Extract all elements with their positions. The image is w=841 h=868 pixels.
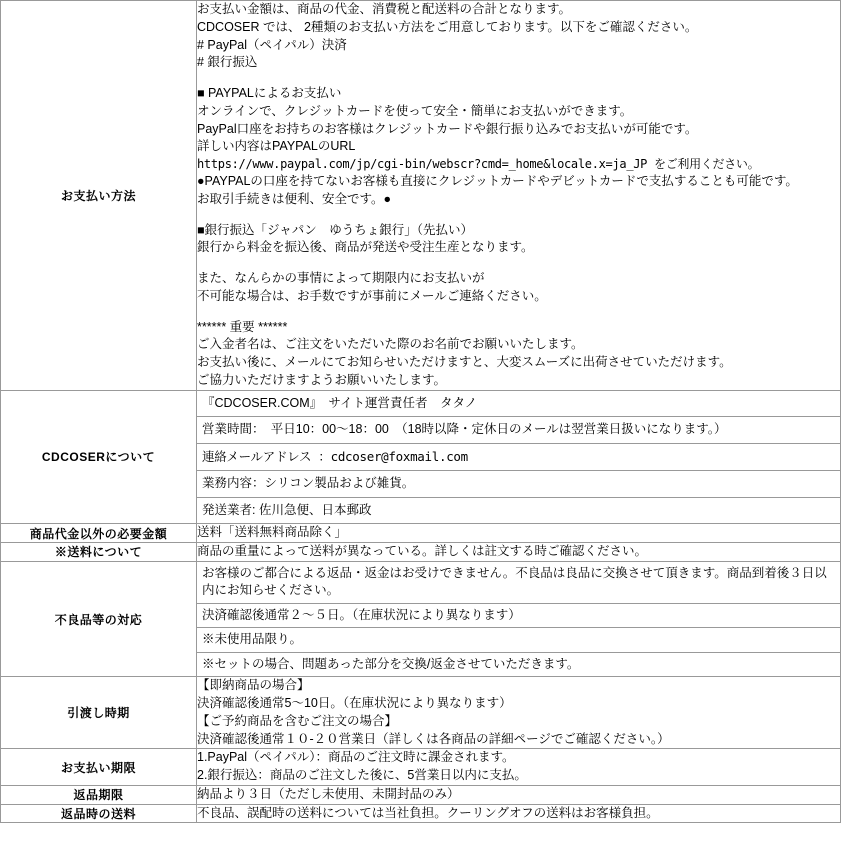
table-row-about-cdcoser	[1, 390, 841, 524]
payment-line: ■銀行振込「ジャパン ゆうちょ銀行」（先払い）	[197, 222, 474, 237]
spacer	[197, 72, 840, 85]
table-row-payment-method	[1, 1, 841, 391]
spacer	[197, 257, 840, 270]
delivery-line: 【即納商品の場合】	[197, 678, 310, 693]
row-label-about-cdcoser: CDCOSERについて	[1, 390, 197, 524]
row-value-shipping-note: 商品の重量によって送料が異なっている。詳しくは註文する時ご確認ください。	[197, 543, 841, 562]
paypal-url-line: https://www.paypal.com/jp/cgi-bin/webscr?cmd=_home&locale.x=ja_JP をご利用ください。	[197, 157, 760, 171]
payment-line: ●PAYPALの口座を持てないお客様も直接にクレジットカードやデビットカードで支払することも可能です。	[197, 174, 798, 189]
payment-line: お取引手続きは便利、安全です。●	[197, 191, 392, 206]
payment-line: PayPal口座をお持ちのお客様はクレジットカードや銀行振り込みでお支払いが可能です。	[197, 121, 698, 136]
payment-line: # 銀行振込	[197, 55, 258, 70]
payment-line: # PayPal（ペイパル）決済	[197, 37, 347, 52]
row-label-return-term: 返品期限	[1, 785, 197, 804]
payment-term-line: 2.銀行振込：商品のご注文した後に、5営業日以内に支払。	[197, 768, 527, 783]
delivery-line: 決済確認後通常5～10日。（在庫状況により異なります）	[197, 696, 512, 711]
payment-line: ■ PAYPALによるお支払い	[197, 86, 342, 100]
about-segment: 営業時間： 平日10：00～18：00 （18時以降・定休日のメールは翌営業日扱いになります。）	[197, 416, 840, 443]
row-value-payment-term	[197, 749, 841, 786]
defect-segment: ※セットの場合、問題あった部分を交換/返金させていただきます。	[197, 652, 840, 677]
payment-line: 詳しい内容はPAYPALのURL	[197, 139, 356, 154]
row-label-payment-method: お支払い方法	[1, 1, 197, 391]
payment-line: ご協力いただけますようお願いいたします。	[197, 372, 447, 387]
table-row-delivery-time	[1, 677, 841, 749]
row-label-extra-fees: 商品代金以外の必要金額	[1, 524, 197, 543]
table-row-shipping-note	[1, 543, 841, 562]
payment-line: お支払い後に、メールにてお知らせいただけますと、大変スムーズに出荷させていただけます。	[197, 355, 732, 370]
row-value-defects	[197, 561, 841, 677]
payment-line: また、なんらかの事情によって期限内にお支払いが	[197, 271, 485, 286]
defect-segment: お客様のご都合による返品・返金はお受けできません。不良品は良品に交換させて頂きます。商品到着後３日以内にお知らせください。	[202, 565, 827, 598]
table-row-return-shipping	[1, 804, 841, 823]
row-value-return-shipping: 不良品、誤配時の送料については当社負担。クーリングオフの送料はお客様負担。	[197, 804, 841, 823]
payment-line: CDCOSER では、 2種類のお支払い方法をご用意しております。以下をご確認ください。	[197, 19, 698, 34]
payment-line: オンラインで、クレジットカードを使って安全・簡単にお支払いができます。	[197, 103, 633, 118]
payment-line: 不可能な場合は、お手数ですが事前にメールご連絡ください。	[197, 288, 547, 303]
row-value-about-cdcoser	[197, 390, 841, 524]
row-value-payment-method	[197, 1, 841, 391]
payment-line: お支払い金額は、商品の代金、消費税と配送料の合計となります。	[197, 2, 572, 16]
row-label-defects: 不良品等の対応	[1, 561, 197, 677]
row-label-shipping-note: ※送料について	[1, 543, 197, 562]
payment-line: ご入金者名は、ご注文をいただいた際のお名前でお願いいたします。	[197, 337, 584, 352]
row-value-return-term: 納品より３日（ただし未使用、未開封品のみ）	[197, 785, 841, 804]
about-email-segment: 連絡メールアドレス ：cdcoser@foxmail.com	[197, 443, 840, 470]
table-row-return-term	[1, 785, 841, 804]
row-label-return-shipping: 返品時の送料	[1, 804, 197, 823]
payment-line: ****** 重要 ******	[197, 319, 288, 334]
payment-term-line: 1.PayPal（ペイパル）：商品のご注文時に課金されます。	[197, 750, 515, 765]
spacer	[197, 306, 840, 319]
delivery-line: 【ご予約商品を含むご注文の場合】	[197, 713, 398, 728]
row-label-delivery-time: 引渡し時期	[1, 677, 197, 749]
about-segment: 発送業者: 佐川急便、日本郵政	[197, 497, 840, 524]
table-row-defects	[1, 561, 841, 677]
defect-segment: 決済確認後通常２～５日。（在庫状況により異なります）	[197, 603, 840, 628]
row-label-payment-term: お支払い期限	[1, 749, 197, 786]
payment-line: 銀行から料金を振込後、商品が発送や受注生産となります。	[197, 240, 534, 255]
about-segment: 業務内容：シリコン製品および雑貨。	[197, 470, 840, 497]
table-row-payment-term	[1, 749, 841, 786]
spacer	[197, 209, 840, 222]
delivery-line: 決済確認後通常１０-２０営業日（詳しくは各商品の詳細ページでご確認ください。）	[197, 731, 670, 746]
row-value-extra-fees: 送料「送料無料商品除く」	[197, 524, 841, 543]
table-row-extra-fees	[1, 524, 841, 543]
row-value-delivery-time	[197, 677, 841, 749]
defect-segment: ※未使用品限り。	[197, 627, 840, 652]
about-segment: 『CDCOSER.COM』 サイト運営責任者 タタノ	[202, 395, 478, 410]
